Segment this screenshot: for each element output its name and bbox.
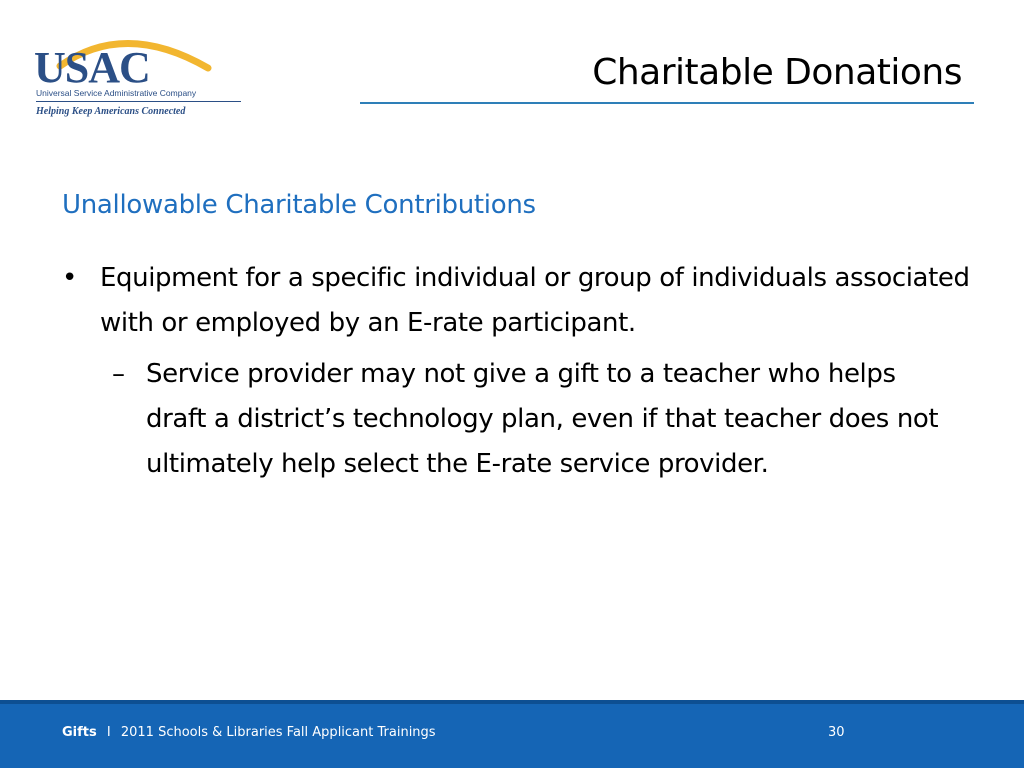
logo-wordmark: USAC	[34, 43, 150, 92]
bullet-text: Equipment for a specific individual or group of individuals associated with or employed by an E-rate participant.	[100, 263, 970, 338]
title-divider	[360, 102, 974, 104]
logo-divider	[36, 101, 241, 102]
footer-bar	[0, 700, 1024, 768]
usac-logo	[30, 28, 230, 123]
bullet-marker: •	[62, 263, 77, 293]
bullet-item	[62, 256, 982, 346]
footer-section: Gifts	[62, 725, 97, 740]
footer-separator: I	[106, 725, 111, 740]
page-number: 30	[828, 725, 845, 740]
footer-event: 2011 Schools & Libraries Fall Applicant Trainings	[120, 725, 436, 740]
slide-title: Charitable Donations	[592, 52, 962, 93]
sub-bullet-text: Service provider may not give a gift to a teacher who helps draft a district’s technology plan, even if that teacher does not ultimately help select the E-rate service provider.	[146, 359, 939, 479]
logo-tagline: Helping Keep Americans Connected	[36, 106, 186, 117]
footer-band	[0, 700, 1024, 704]
sub-bullet-marker: –	[112, 359, 125, 389]
section-heading: Unallowable Charitable Contributions	[62, 190, 536, 220]
logo-subtitle: Universal Service Administrative Company	[36, 88, 197, 98]
sub-bullet-item	[62, 352, 946, 487]
bullet-list	[62, 256, 982, 487]
footer-caption	[62, 725, 436, 740]
